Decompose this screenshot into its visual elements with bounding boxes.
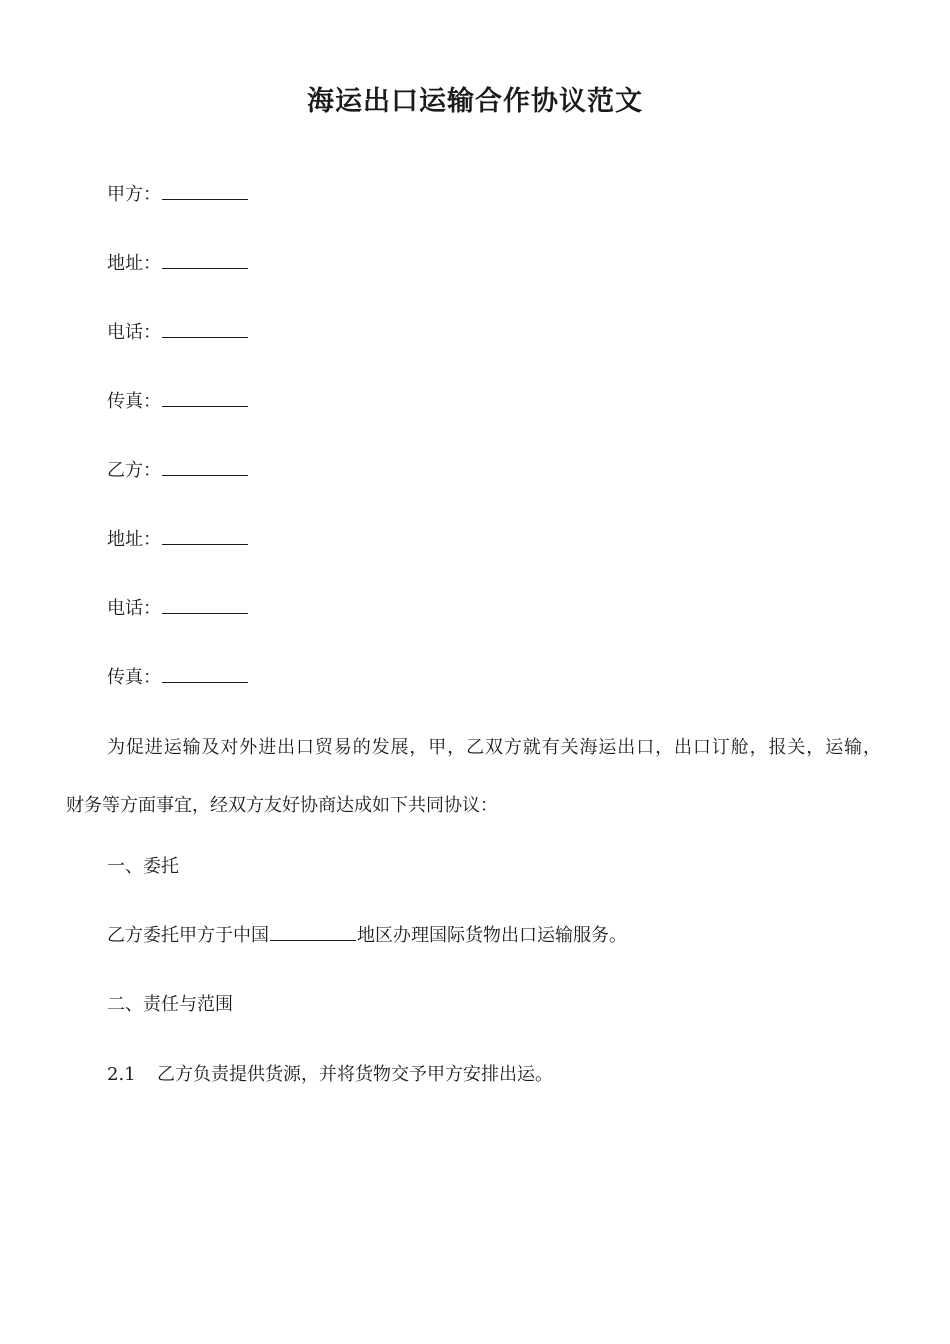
- party-a-phone-line: [107, 321, 249, 345]
- party-b-fax-label: 传真：: [107, 667, 161, 688]
- party-b-name-blank: [162, 459, 248, 476]
- party-b-name-line: [107, 459, 249, 483]
- party-a-fax-blank: [162, 390, 248, 407]
- party-b-phone-blank: [162, 597, 248, 614]
- party-a-address-label: 地址：: [107, 253, 161, 274]
- party-a-phone-blank: [162, 321, 248, 338]
- party-b-address-blank: [162, 528, 248, 545]
- section-1-text-before: 乙方委托甲方于中国: [107, 925, 269, 946]
- party-b-phone-label: 电话：: [107, 598, 161, 619]
- party-b-fax-blank: [162, 666, 248, 683]
- party-b-fax-line: [107, 666, 249, 690]
- clause-2-1-number: 2.1: [107, 1064, 136, 1085]
- party-a-name-blank: [162, 183, 248, 200]
- party-a-name-label: 甲方：: [107, 184, 161, 205]
- section-1-text: [107, 924, 627, 948]
- preamble-line-1: 为促进运输及对外进出口贸易的发展，甲，乙双方就有关海运出口，出口订舱，报关，运输，: [107, 737, 882, 758]
- section-2-heading: 二、责任与范围: [107, 994, 233, 1015]
- party-a-address-line: [107, 252, 249, 276]
- party-b-address-line: [107, 528, 249, 552]
- section-1-heading: 一、委托: [107, 856, 179, 877]
- section-1-text-after: 地区办理国际货物出口运输服务。: [357, 925, 627, 946]
- party-b-name-label: 乙方：: [107, 460, 161, 481]
- preamble-line-2: 财务等方面事宜，经双方友好协商达成如下共同协议：: [66, 795, 498, 816]
- party-a-name-line: [107, 183, 249, 207]
- region-blank: [270, 924, 356, 941]
- document-title: 海运出口运输合作协议范文: [307, 86, 643, 117]
- party-a-fax-line: [107, 390, 249, 414]
- party-a-fax-label: 传真：: [107, 391, 161, 412]
- party-b-phone-line: [107, 597, 249, 621]
- clause-2-1-text: 乙方负责提供货源，并将货物交予甲方安排出运。: [157, 1064, 553, 1085]
- party-b-address-label: 地址：: [107, 529, 161, 550]
- party-a-phone-label: 电话：: [107, 322, 161, 343]
- party-a-address-blank: [162, 252, 248, 269]
- preamble-paragraph: [66, 736, 886, 818]
- clause-2-1: [107, 1063, 553, 1087]
